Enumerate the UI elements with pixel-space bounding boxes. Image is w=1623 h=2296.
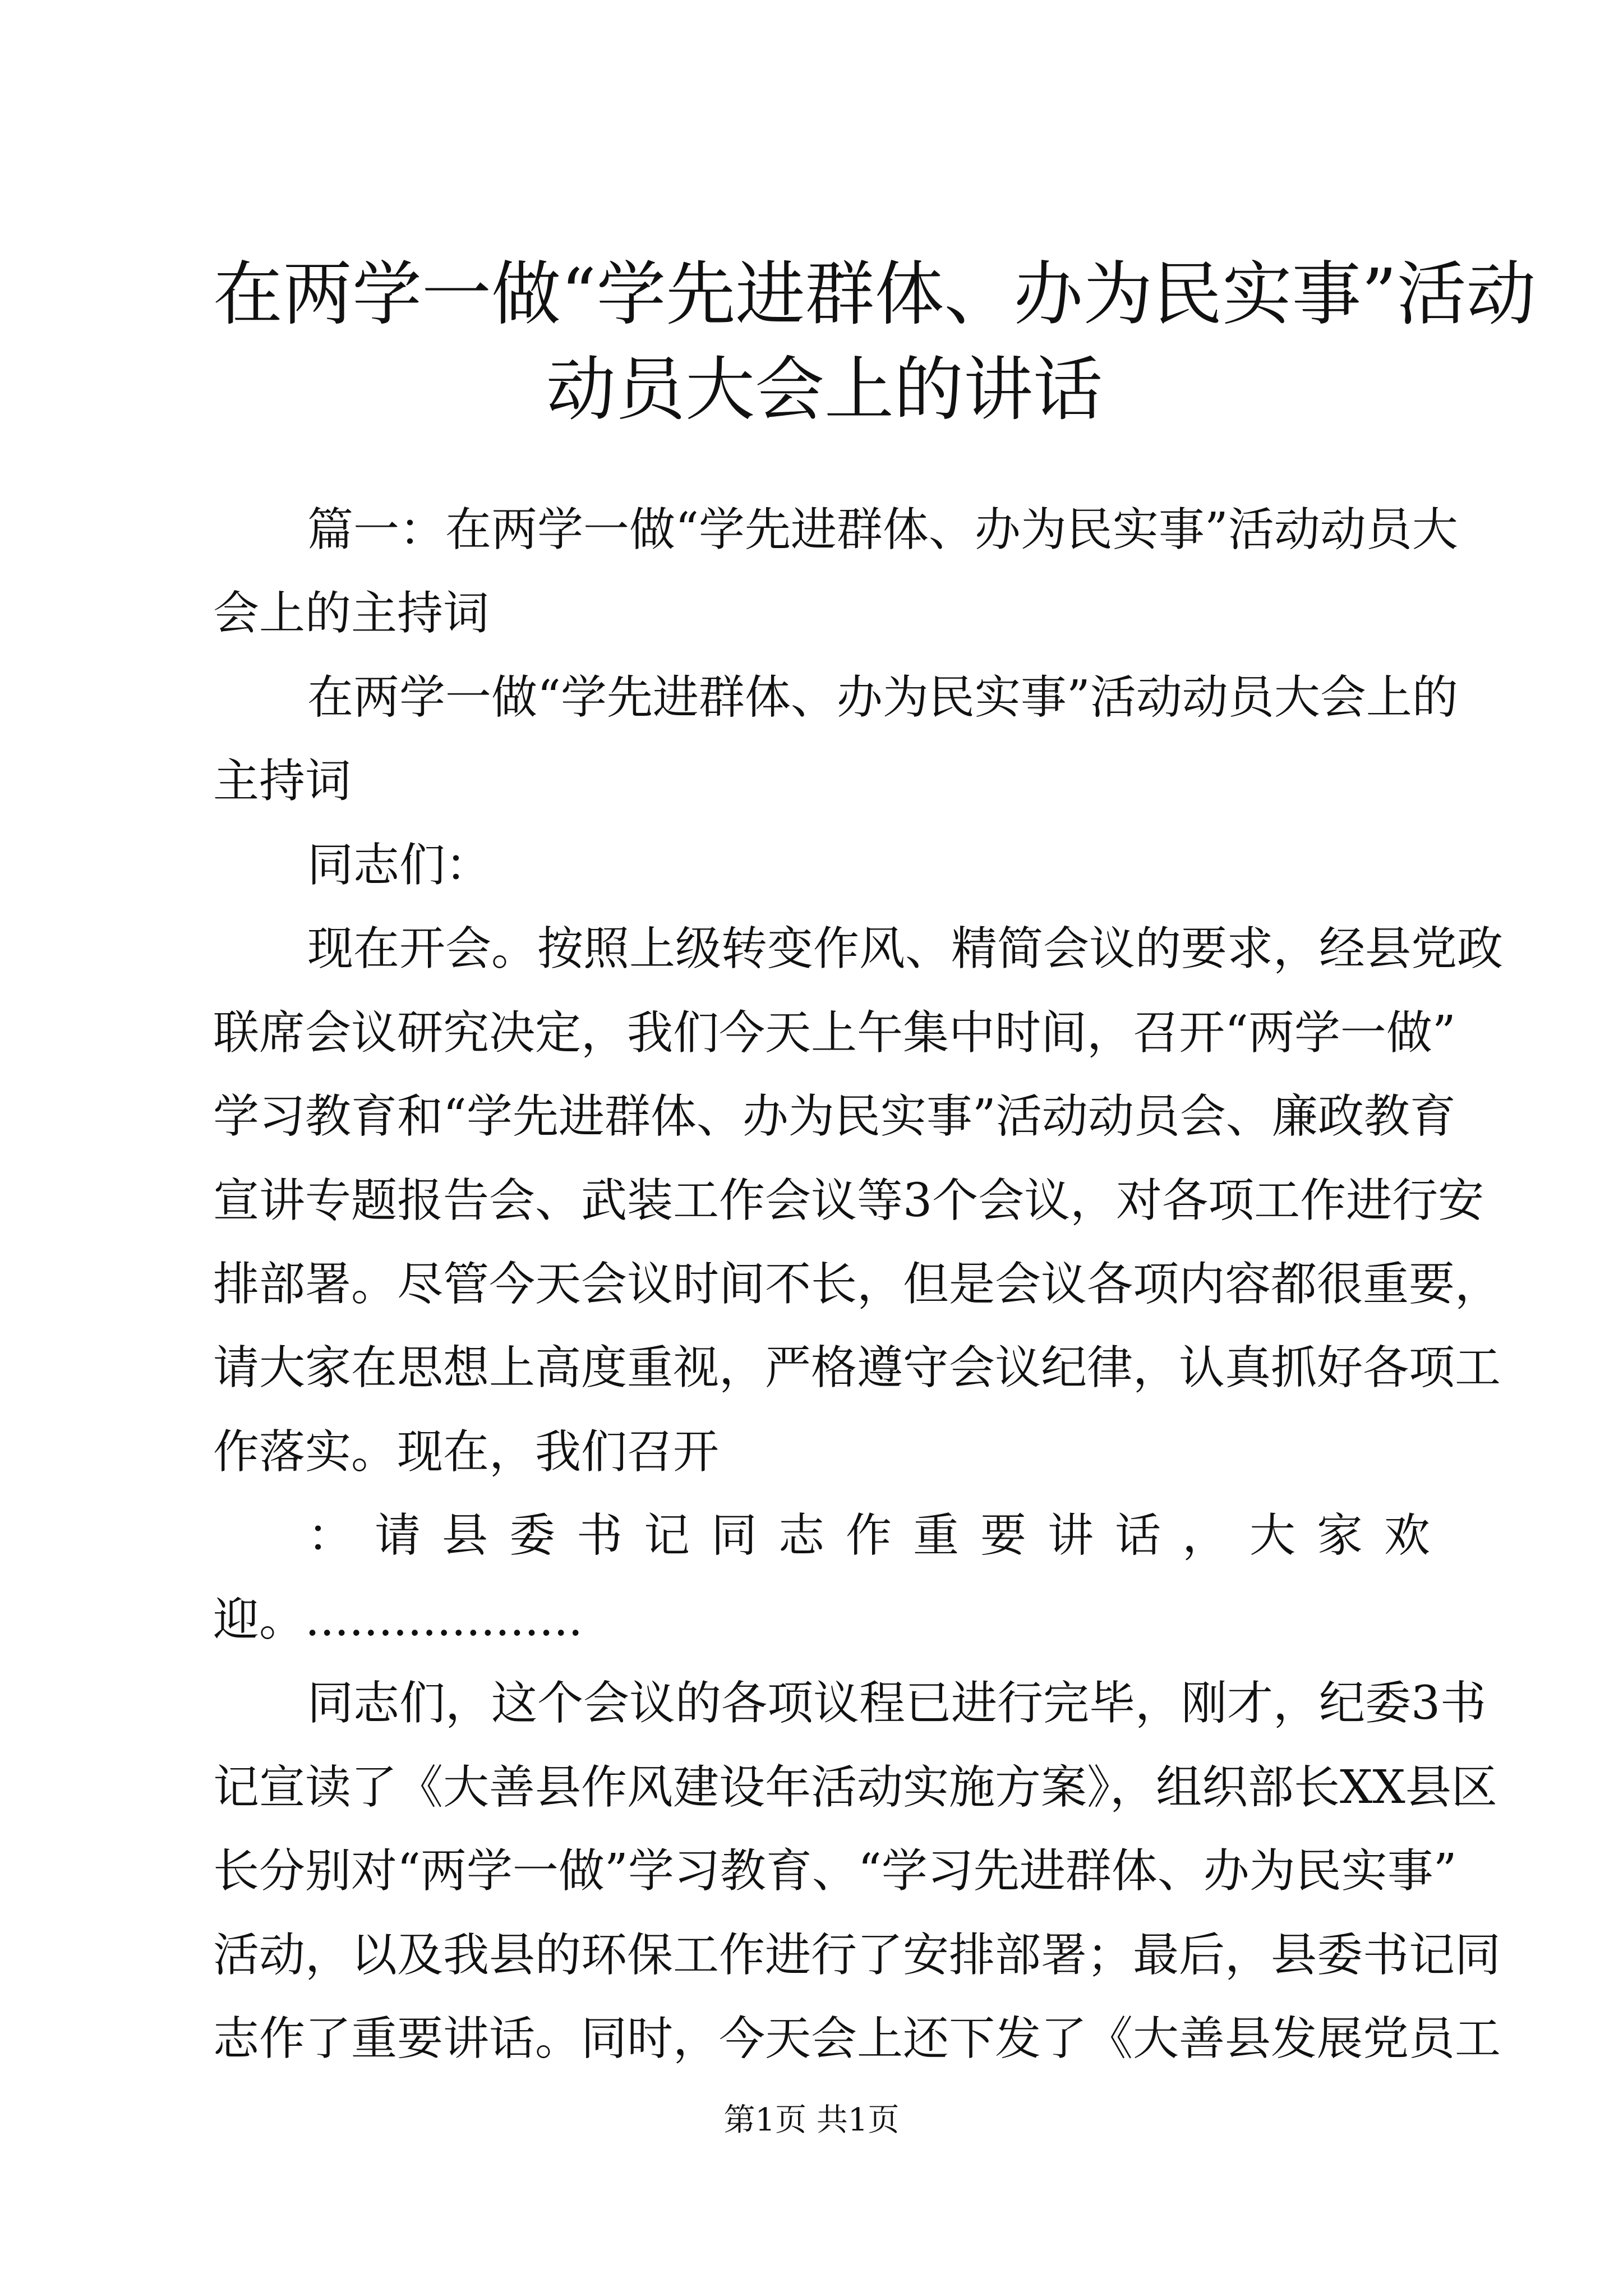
paragraph-line: 同志们： [307,839,492,892]
paragraph-line: 记宣读了《大善县作风建设年活动实施方案》，组织部长XX县区 [213,1761,1497,1814]
paragraph-line: 排部署。尽管今天会议时间不长，但是会议各项内容都很重要， [213,1258,1501,1311]
paragraph-line: 主持词 [213,754,352,808]
paragraph-line: 长分别对“两学一做”学习教育、“学习先进群体、办为民实事” [213,1844,1457,1898]
paragraph-line: 学习教育和“学先进群体、办为民实事”活动动员会、廉政教育 [213,1090,1456,1143]
paragraph-line: 同志们，这个会议的各项议程已进行完毕，刚才，纪委3书 [307,1677,1487,1730]
paragraph-line: 现在开会。按照上级转变作风、精简会议的要求，经县党政 [307,922,1504,976]
paragraph-line: 迎。................... [213,1593,583,1646]
paragraph-line: 在两学一做“学先进群体、办为民实事”活动动员大会上的 [307,671,1458,724]
paragraph-line: 活动，以及我县的环保工作进行了安排部署；最后，县委书记同 [213,1929,1501,1982]
paragraph-line: 联席会议研究决定，我们今天上午集中时间，召开“两学一做” [213,1006,1456,1060]
paragraph-line: 请大家在思想上高度重视，严格遵守会议纪律，认真抓好各项工 [213,1341,1501,1395]
paragraph-line: 会上的主持词 [213,587,490,640]
document-title-line-2: 动员大会上的讲话 [546,349,1103,430]
paragraph-line: 篇一：在两学一做“学先进群体、办为民实事”活动动员大 [307,503,1458,556]
paragraph-line: 宣讲专题报告会、武装工作会议等3个会议，对各项工作进行安 [213,1174,1484,1227]
page-footer: 第1页 共1页 [723,2102,900,2138]
paragraph-line: 作落实。现在，我们召开 [213,1425,720,1479]
paragraph-line: ：请县委书记同志作重要讲话，大家欢 [307,1509,1430,1562]
document-title-line-1: 在两学一做“学先进群体、办为民实事”活动 [213,254,1536,335]
paragraph-line: 志作了重要讲话。同时，今天会上还下发了《大善县发展党员工 [213,2012,1501,2065]
